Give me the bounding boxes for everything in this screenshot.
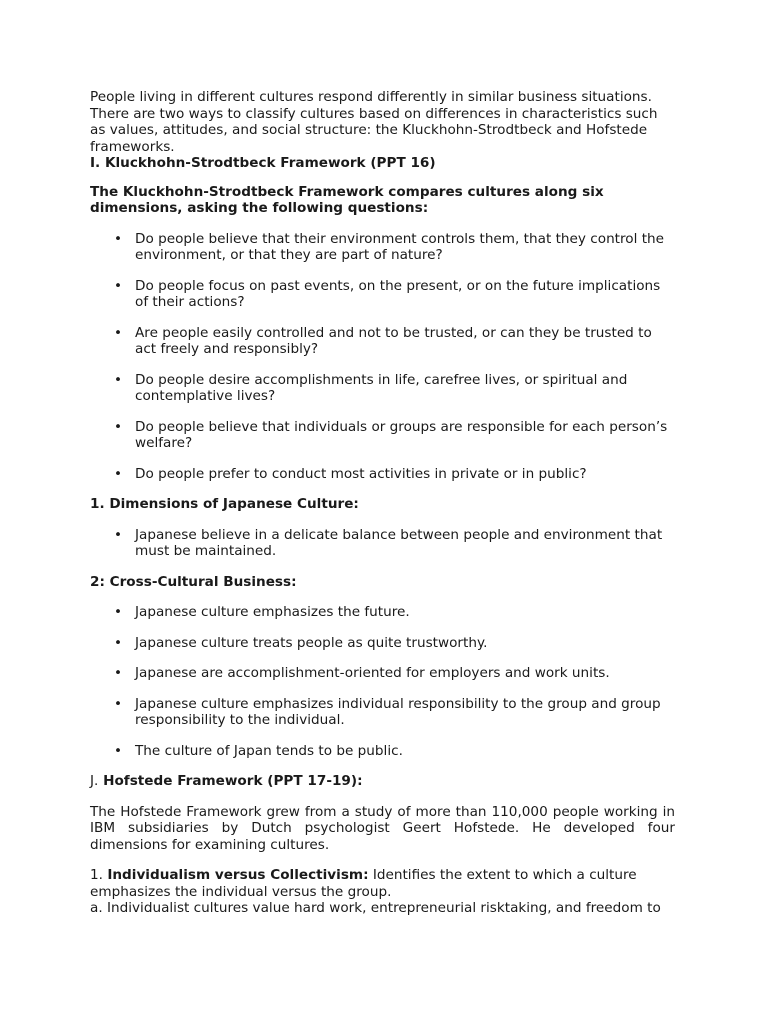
bullet-icon: • xyxy=(114,742,123,759)
bullet-icon: • xyxy=(114,665,123,681)
bullet-icon: • xyxy=(114,230,123,247)
section-i-lead: The Kluckhohn-Strodtbeck Framework compares cultures along six dimensions, asking the following questions: xyxy=(90,183,604,216)
list-item: • Do people prefer to conduct most activities in private or in public? xyxy=(114,465,587,482)
bullet-icon: • xyxy=(114,324,123,341)
list-item: • Japanese believe in a delicate balance between people and environment that must be maintained. xyxy=(114,526,663,559)
bullet-icon: • xyxy=(114,634,123,651)
individualism-subitem-a: a. Individualist cultures value hard work, entrepreneurial risktaking, and freedom to xyxy=(90,900,661,916)
japanese-culture-list xyxy=(90,527,675,560)
list-item: • Are people easily controlled and not to be trusted, or can they be trusted to act freely and responsibly? xyxy=(114,324,652,357)
japanese-culture-heading: 1. Dimensions of Japanese Culture: xyxy=(90,496,359,512)
bullet-icon: • xyxy=(114,371,123,388)
item-text: Identifies the extent to which a culture emphasizes the individual versus the group. xyxy=(90,867,637,900)
bullet-icon: • xyxy=(114,465,123,482)
list-item: • Do people believe that individuals or groups are responsible for each person’s welfare? xyxy=(114,418,668,451)
bullet-icon: • xyxy=(114,526,123,543)
section-i-heading: I. Kluckhohn-Strodtbeck Framework (PPT 16) xyxy=(90,155,436,171)
list-item: • Japanese culture emphasizes the future. xyxy=(114,604,410,620)
hofstede-paragraph: The Hofstede Framework grew from a study of more than 110,000 people working in IBM subsidiaries by Dutch psychologist Geert Hofstede. He developed four dimensions for examining cultures. xyxy=(90,803,675,853)
list-item: • Do people focus on past events, on the present, or on the future implications of their actions? xyxy=(114,277,661,310)
cross-cultural-list xyxy=(90,604,675,759)
cross-cultural-heading: 2: Cross-Cultural Business: xyxy=(90,573,297,590)
bullet-icon: • xyxy=(114,277,123,294)
intro-paragraph: People living in different cultures respond differently in similar business situations. There are two ways to classify cultures based on differences in characteristics such as values, attitudes, and social structure: the Kluckhohn-Strodtbeck and Hofstede frameworks. xyxy=(90,89,658,155)
section-j-title: Hofstede Framework (PPT 17-19): xyxy=(103,773,363,789)
list-item: • Japanese culture treats people as quite trustworthy. xyxy=(114,634,488,651)
list-item: • The culture of Japan tends to be public. xyxy=(114,742,403,759)
document-body xyxy=(90,89,675,917)
bullet-icon: • xyxy=(114,695,123,712)
section-j-prefix: J. xyxy=(90,773,99,789)
list-item: • Japanese culture emphasizes individual responsibility to the group and group responsibility to the individual. xyxy=(114,695,661,728)
list-item: • Japanese are accomplishment-oriented for employers and work units. xyxy=(114,665,610,681)
individualism-item xyxy=(90,867,675,900)
list-item: • Do people desire accomplishments in life, carefree lives, or spiritual and contemplative lives? xyxy=(114,371,628,404)
item-term: Individualism versus Collectivism: xyxy=(107,867,369,883)
list-item: • Do people believe that their environment controls them, that they control the environment, or that they are part of nature? xyxy=(114,230,665,263)
bullet-icon: • xyxy=(114,418,123,435)
section-j-heading xyxy=(90,773,675,790)
kluckhohn-questions-list xyxy=(90,231,675,483)
item-number: 1. xyxy=(90,867,103,883)
bullet-icon: • xyxy=(114,604,123,620)
